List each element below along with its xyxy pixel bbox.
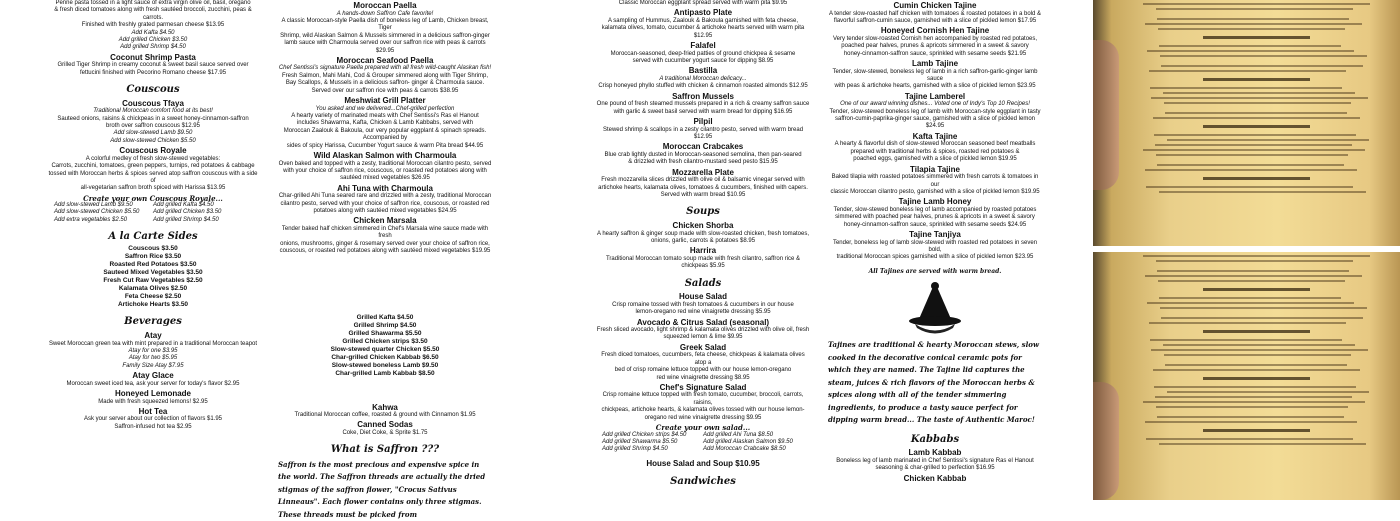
menu-item-name: Kahwa <box>372 402 398 412</box>
menu-item-name: Greek Salad <box>679 342 727 352</box>
menu-item-name: Ahi Tuna with Charmoula <box>337 183 433 193</box>
menu-item-description: honey-cinnamon-saffron sauce, sprinkled with sesame seeds $21.95 <box>843 50 1027 57</box>
blurred-text-line <box>1147 302 1354 304</box>
blurred-text-line <box>1203 78 1310 81</box>
blurred-text-line <box>1150 87 1342 89</box>
menu-photo-top <box>1093 0 1400 246</box>
side-item: Grilled Kafta $4.50 <box>356 313 414 321</box>
blurred-text-line <box>1157 416 1344 418</box>
menu-item-description: You asked and we delivered...Chef-grilled perfection <box>315 105 455 112</box>
kabbabs-heading: Kabbabs <box>910 433 960 445</box>
menu-item-description: Fresh sliced avocado, light shrimp & kalamata olives drizzled with olive oil, fresh <box>596 327 810 334</box>
add-on-item: Add grilled Shrimp $4.50 <box>153 216 219 223</box>
menu-item-description: Atay for two $5.95 <box>128 355 178 362</box>
menu-item-description: Finished with freshly grated parmesan cheese $13.95 <box>81 22 225 29</box>
menu-item-name: Couscous Royale <box>119 146 187 156</box>
soups-section <box>596 221 810 271</box>
top-items <box>48 0 258 77</box>
menu-item-description: poached eggs, garnished with a slice of pickled lemon $19.95 <box>853 156 1017 163</box>
menu-item-name: Avocado & Citrus Salad (seasonal) <box>636 317 770 327</box>
blurred-text-line <box>1159 191 1366 193</box>
blurred-text-line <box>1203 125 1310 128</box>
menu-item-description: Char-grilled Ahi Tuna seared rare and drizzled with a zesty, traditional Moroccan <box>278 193 492 200</box>
side-item: Artichoke Hearts $3.50 <box>117 301 189 309</box>
blurred-text-line <box>1159 443 1366 445</box>
add-on-item: Add extra vegetables $2.50 <box>54 216 128 223</box>
appetizers-section <box>596 0 810 199</box>
salads-heading: Salads <box>684 277 722 289</box>
a-la-carte-heading: A la Carte Sides <box>108 230 198 242</box>
menu-item-description: all-vegetarian saffron broth spiced with Harissa $13.95 <box>80 185 226 192</box>
menu-item-description: sides of spicy Harissa, Cucumber Yogurt sauce & warm Pita bread $44.95 <box>286 142 484 149</box>
menu-item-name: Honeyed Cornish Hen Tajine <box>880 26 990 36</box>
menu-item-description: Crisp honeyed phyllo stuffed with chicken & cinnamon roasted almonds $12.95 <box>598 83 808 90</box>
menu-item-description: fettucini finished with Pecorino Romano cheese $17.95 <box>79 69 227 76</box>
blurred-text-line <box>1156 154 1348 156</box>
menu-item-description: classic Moroccan cilantro pesto, garnished with a slice of pickled lemon $19.95 <box>830 188 1040 195</box>
blurred-text-line <box>1150 339 1342 341</box>
add-on-item: Add grilled Chicken strips $4.50 <box>602 431 687 438</box>
menu-item-name: Honeyed Lemonade <box>114 389 191 399</box>
blurred-text-line <box>1161 65 1363 67</box>
menu-item-description: artichoke hearts, kalamata olives, tomatoes & cucumbers, finished with capers. <box>598 184 808 191</box>
side-item: Slow-stewed boneless Lamb $9.50 <box>331 361 439 369</box>
add-on-item: Add grilled Shrimp $4.50 <box>602 445 668 452</box>
side-item: Char-grilled Chicken Kabbab $6.50 <box>331 353 439 361</box>
menu-item-description: Saffron-infused hot tea $2.95 <box>114 423 192 430</box>
menu-item-description: couscous, or roasted red potatoes along with sautéed mixed vegetables $19.95 <box>279 248 491 255</box>
menu-item-description: prepared with traditional herbs & spices, roasted red potatoes & <box>850 148 1020 155</box>
couscous-add-ons <box>48 202 258 224</box>
menu-item-description: seasoning & char-grilled to perfection $16.95 <box>875 465 995 472</box>
saffron-heading: What is Saffron ??? <box>330 444 440 456</box>
blurred-text-line <box>1157 270 1349 272</box>
menu-item-description: includes Shawarma, Kafta, Chicken & Lamb Kabbabs, served with <box>296 120 474 127</box>
menu-item-description: A tender slow-roasted half chicken with tomatoes & roasted potatoes in a bold & <box>828 10 1042 17</box>
beverages-heading: Beverages <box>124 316 182 328</box>
menu-item-description: Baked tilapia with roasted potatoes simmered with fresh carrots & tomatoes in our <box>831 174 1039 188</box>
add-on-item: Add grilled Ahi Tuna $8.50 <box>703 431 774 438</box>
menu-item-description: A hands-down Saffron Cafe favorite! <box>336 10 434 17</box>
menu-item-description: Made with fresh squeezed lemons! $2.95 <box>98 398 208 405</box>
menu-item-description: Carrots, zucchini, tomatoes, green peppers, turnips, red potatoes & cabbage <box>51 163 255 170</box>
menu-item-name: Moroccan Paella <box>353 1 417 10</box>
menu-item-description: Classic Moroccan eggplant spread served with warm pita $9.95 <box>618 0 788 6</box>
menu-item-description: & drizzled with fresh cilantro-mustard seed pesto $15.95 <box>628 159 778 166</box>
menu-item-description: Add slow-stewed Lamb $9.50 <box>113 130 193 137</box>
menu-item-name: Coconut Shrimp Pasta <box>110 52 196 62</box>
sandwiches-heading: Sandwiches <box>670 475 736 487</box>
blurred-text-line <box>1159 45 1341 47</box>
menu-item-name: Atay <box>144 331 162 341</box>
menu-item-name: Harrira <box>689 246 717 256</box>
menu-item-name: Moroccan Crabcakes <box>662 142 744 152</box>
blurred-text-line <box>1151 97 1368 99</box>
menu-item-name: Lamb Tajine <box>911 59 959 69</box>
blurred-text-line <box>1143 149 1365 151</box>
side-item: Char-grilled Lamb Kabbab $8.50 <box>335 369 435 377</box>
menu-item-name: Chicken Shorba <box>672 221 734 230</box>
menu-item-description: Coke, Diet Coke, & Sprite $1.75 <box>342 429 428 436</box>
menu-item-description: Penne pasta tossed in a light sauce of extra virgin olive oil, basil, oregano <box>55 0 251 6</box>
menu-item-description: Tender, slow-stewed boneless leg of lamb accompanied by roasted potatoes <box>833 206 1037 213</box>
menu-item-description: One of our award winning dishes... Voted one of Indy's Top 10 Recipes! <box>840 101 1030 108</box>
side-item: Kalamata Olives $2.50 <box>118 285 188 293</box>
blurred-text-line <box>1203 36 1310 39</box>
menu-item-description: bed of crisp romaine lettuce topped with our house lemon-oregano <box>614 367 792 374</box>
blurred-text-line <box>1156 406 1348 408</box>
menu-item-name: Antipasto Plate <box>673 8 733 18</box>
tajines-section <box>828 1 1042 262</box>
side-item: Grilled Chicken strips $3.50 <box>342 337 428 345</box>
menu-item-name: Lamb Kabbab <box>908 448 962 458</box>
menu-item-description: A hearty variety of marinated meats with Chef Sentissi's Ras el Hanout <box>291 112 479 119</box>
blurred-text-line <box>1167 391 1369 393</box>
menu-column-3 <box>596 0 810 500</box>
menu-item-description: served with cucumber yogurt sauce for dipping $8.95 <box>632 58 774 65</box>
side-item: Couscous $3.50 <box>128 245 178 253</box>
blurred-text-line <box>1143 401 1365 403</box>
blurred-text-line <box>1161 317 1363 319</box>
menu-photo-bottom <box>1093 252 1400 500</box>
blurred-text-line <box>1156 260 1353 262</box>
menu-item-description: cilantro pesto, served with your choice of saffron rice, couscous, or roasted red <box>280 200 490 207</box>
blurred-text-line <box>1203 429 1310 432</box>
menu-item-description: lamb sauce with Charmoula served over our saffron rice with peas & carrots $29.95 <box>284 40 486 54</box>
blurred-text-line <box>1160 55 1367 57</box>
menu-item-name: Cumin Chicken Tajine <box>893 1 977 10</box>
menu-item-description: Tender, slow-stewed, boneless leg of lamb in a rich saffron-garlic-ginger lamb sauce <box>832 68 1038 82</box>
menu-item-description: Moroccan sweet iced tea, ask your server for today's flavor $2.95 <box>66 380 240 387</box>
menu-item-description: Sauteed onions, raisins & chickpeas in a sweet honey-cinnamon-saffron <box>57 115 249 122</box>
menu-item-description: A sampling of Hummus, Zaalouk & Bakoula garnished with feta cheese, <box>607 17 799 24</box>
blurred-text-line <box>1151 349 1368 351</box>
blurred-text-line <box>1154 386 1356 388</box>
blurred-text-line <box>1146 186 1353 188</box>
menu-item-description: flavorful saffron-cumin sauce, garnished with a slice of pickled lemon $17.95 <box>833 17 1037 24</box>
menu-item-name: Tajine Tanjiya <box>909 230 961 240</box>
menu-item-description: Add grilled Shrimp $4.50 <box>120 44 186 51</box>
menu-item-name: Tajine Lamberel <box>904 91 966 101</box>
menu-item-description: Chef Sentissi's signature Paella prepared with all fresh wild-caught Alaskan fish! <box>278 65 492 72</box>
menu-item-description: Tender baked half chicken simmered in Chef's Marsala wine sauce made with fresh <box>281 225 489 240</box>
menu-item-description: tossed with Moroccan herbs & spices served atop saffron couscous with a side of <box>48 170 258 184</box>
menu-item-description: with peas & artichoke hearts, garnished with a slice of pickled lemon $23.95 <box>834 83 1036 90</box>
menu-item-description: Fresh Salmon, Mahi Mahi, Cod & Grouper simmered along with Tiger Shrimp, <box>281 72 489 79</box>
add-on-item: Add Moroccan Crabcake $8.50 <box>703 445 786 452</box>
menu-item-description: onions, garlic, carrots & potatoes $8.95 <box>650 237 756 244</box>
blurred-text-line <box>1167 139 1369 141</box>
blurred-text-line <box>1159 297 1341 299</box>
menu-item-name: Couscous Tfaya <box>122 98 184 108</box>
beverages-section-2 <box>278 403 492 438</box>
menu-item-description: Tender, slow-stewed boneless leg of lamb with Moroccan-style eggplant in tasty <box>829 108 1041 115</box>
blurred-text-line <box>1146 438 1353 440</box>
menu-item-description: Traditional Moroccan coffee, roasted & ground with Cinnamon $1.95 <box>294 412 476 419</box>
menu-item-name: Kafta Tajine <box>912 131 958 141</box>
side-item: Feta Cheese $2.50 <box>124 293 182 301</box>
blurred-text-line <box>1158 28 1345 30</box>
menu-item-name: House Salad <box>678 292 727 302</box>
menu-item-name: Mozzarella Plate <box>672 167 734 177</box>
menu-item-description: Crisp romaine lettuce topped with fresh tomato, cucumber, broccoli, carrots, raisins, <box>602 392 804 406</box>
menu-item-name: Chef's Signature Salad <box>659 382 747 392</box>
side-item: Slow-stewed quarter Chicken $5.50 <box>330 345 440 353</box>
beverages-section <box>48 331 258 431</box>
sides-list-2 <box>278 314 492 378</box>
blurred-text-line <box>1155 144 1352 146</box>
menu-column-4 <box>828 0 1042 500</box>
blurred-text-line <box>1143 3 1370 5</box>
menu-item-description: Traditional Moroccan comfort food at its best! <box>93 108 213 115</box>
salad-add-ons <box>596 432 810 454</box>
blurred-text-line <box>1154 134 1356 136</box>
create-your-own-label: Create your own Couscous Royale... <box>83 193 223 203</box>
blurred-text-line <box>1149 70 1346 72</box>
menu-item-description: with your choice of saffron rice, couscous, or roasted red potatoes along with <box>283 167 487 174</box>
side-item: Grilled Shawarma $5.50 <box>348 329 422 337</box>
menu-item-name: Falafel <box>690 41 716 51</box>
menu-item-name: Pilpil <box>693 117 713 127</box>
side-item: Sauteed Mixed Vegetables $3.50 <box>103 269 203 277</box>
menu-item-description: Ask your server about our collection of flavors $1.95 <box>83 416 223 423</box>
menu-item-description: saffron-cumin-paprika-ginger sauce, garnished with a slice of pickled lemon $24.95 <box>835 116 1035 130</box>
couscous-heading: Couscous <box>126 84 180 96</box>
menu-item-description: sautéed mixed vegetables $26.95 <box>340 175 430 182</box>
menu-item-description: with garlic & sweet basil served with warm bread for dipping $16.95 <box>613 108 793 115</box>
sides-list <box>48 245 258 309</box>
tajine-pot-icon <box>903 281 967 335</box>
blurred-text-line <box>1203 330 1310 333</box>
menu-item-description: squeezed lemon & lime $9.95 <box>663 334 743 341</box>
menu-item-description: traditional Moroccan spices garnished with a slice of pickled lemon $23.95 <box>836 254 1034 261</box>
couscous-section <box>48 99 258 202</box>
salads-section <box>596 292 810 431</box>
saffron-text: Saffron is the most precious and expensive spice in the world. The Saffron threads are actually the dried stigmas of the saffron flower, "Crocus Sativus Linneaus". Each flower contains only three stigmas. These threads must be picked from <box>278 459 486 519</box>
blurred-text-line <box>1203 177 1310 180</box>
menu-item-description: broth over saffron couscous $12.95 <box>106 123 200 130</box>
blurred-text-line <box>1156 8 1353 10</box>
menu-item-description: onions, mushrooms, ginger & rosemary served over your choice of saffron rice, <box>280 240 490 247</box>
add-on-item: Add grilled Alaskan Salmon $9.50 <box>703 438 793 445</box>
menu-item-name: Atay Glace <box>132 371 174 381</box>
menu-item-description: Very tender slow-roasted Cornish hen accompanied by roasted red potatoes, <box>832 35 1038 42</box>
menu-item-description: A colorful medley of fresh slow-stewed vegetables: <box>85 155 221 162</box>
menu-item-name: Hot Tea <box>138 406 168 416</box>
menu-item-name: Saffron Mussels <box>672 91 734 101</box>
menu-item-description: Stewed shrimp & scallops in a zesty cilantro pesto, served with warm bread $12.95 <box>602 126 804 140</box>
blurred-text-line <box>1158 280 1345 282</box>
menu-item-description: A classic Moroccan-style Paella dish of boneless leg of Lamb, Chicken breast, Tiger <box>281 17 489 32</box>
blurred-text-line <box>1149 322 1346 324</box>
menu-item-name: Tilapia Tajine <box>910 164 960 174</box>
tajine-description: Tajines are traditional & hearty Moroccan stews, slow cooked in the decorative conical ceramic pots for which they are named. The Tajine lid captures the steam, juices & rich flavors of the Moroccan herbs & spices along with all of the tender simmering ingredients, to produce a tasty sauce perfect for dipping warm bread... The taste of Authentic Maroc! <box>828 340 1039 425</box>
menu-item-description: Add Kafta $4.50 <box>131 29 175 36</box>
blurred-text-line <box>1203 288 1310 291</box>
menu-item-name: Tajine Lamb Honey <box>898 197 972 207</box>
add-on-item: Add grilled Chicken $3.50 <box>153 209 222 216</box>
add-on-item: Add grilled Kafta $4.50 <box>153 202 214 209</box>
menu-item-description: A hearty & flavorful dish of slow-stewed Moroccan seasoned beef meatballs <box>834 141 1036 148</box>
menu-item-description: chickpeas, artichoke hearts, & kalamata olives tossed with our house lemon- <box>601 407 805 414</box>
entrees-section <box>278 1 492 256</box>
blurred-text-line <box>1145 23 1362 25</box>
blurred-text-line <box>1157 164 1344 166</box>
menu-item-description: red wine vinaigrette dressing $8.95 <box>656 374 750 381</box>
blurred-text-line <box>1153 369 1360 371</box>
blurred-text-line <box>1153 117 1360 119</box>
blurred-text-line <box>1143 255 1370 257</box>
menu-item-description: Served over our saffron rice with peas & carrots $38.95 <box>311 87 459 94</box>
menu-item-description: & fresh diced tomatoes along with fresh sautéed broccoli, zucchini, peas & carrots. <box>54 7 252 21</box>
menu-item-name: Bastilla <box>688 66 718 76</box>
side-item: Roasted Red Potatoes $3.50 <box>109 261 197 269</box>
menu-item-description: Grilled Tiger Shrimp in creamy coconut & sweet basil sauce served over <box>57 62 249 69</box>
blurred-text-line <box>1155 396 1352 398</box>
menu-column-1 <box>48 0 258 500</box>
blurred-text-line <box>1145 275 1362 277</box>
menu-item-description: lemon-oregano red wine vinaigrette dressing $5.95 <box>635 309 771 316</box>
menu-item-description: Atay for one $3.95 <box>128 347 178 354</box>
menu-item-description: simmered with poached pear halves, prunes & apricots in a sweet & savory <box>835 214 1035 221</box>
blurred-text-line <box>1163 344 1355 346</box>
menu-item-description: Add slow-stewed Chicken $5.50 <box>110 137 196 144</box>
add-on-item: Add slow-stewed Chicken $5.50 <box>54 209 140 216</box>
menu-item-description: Shrimp, wild Alaskan Salmon & Mussels simmered in a delicious saffron-ginger <box>280 32 490 39</box>
menu-item-description: One pound of fresh steamed mussels prepared in a rich & creamy saffron sauce <box>596 101 810 108</box>
blurred-text-line <box>1163 92 1355 94</box>
blurred-text-line <box>1145 169 1357 171</box>
blurred-text-line <box>1147 50 1354 52</box>
menu-item-description: Traditional Moroccan tomato soup made with fresh cilantro, saffron rice & chickpeas $5.95 <box>605 255 801 270</box>
add-on-item: Add grilled Shawarma $5.50 <box>602 438 678 445</box>
tajine-note: All Tajines are served with warm bread. <box>868 267 1002 275</box>
menu-item-description: Bay Scallops, & Mussels in a delicious saffron- ginger & Charmoula sauce. <box>285 80 485 87</box>
menu-item-description: Sweet Moroccan green tea with mint prepared in a traditional Moroccan teapot <box>48 340 258 347</box>
menu-item-description: A hearty saffron & ginger soup made with slow-roasted chicken, fresh tomatoes, <box>597 230 809 237</box>
soups-heading: Soups <box>686 206 720 218</box>
hand-thumb <box>1093 382 1119 500</box>
menu-item-description: Moroccan Zaalouk & Bakoula, our very popular eggplant & spinach spreads. Accompanied by <box>283 127 487 142</box>
menu-item-description: Blue crab lightly dusted in Moroccan-seasoned semolina, then pan-seared <box>604 151 802 158</box>
add-on-item: Add slow-stewed Lamb $9.50 <box>54 202 133 209</box>
menu-item-name: Moroccan Seafood Paella <box>336 55 434 65</box>
blurred-text-line <box>1157 18 1349 20</box>
menu-column-2 <box>278 0 492 519</box>
menu-item-description: honey-cinnamon-saffron sauce, sprinkled with sesame seeds $24.95 <box>843 221 1027 228</box>
blurred-text-line <box>1164 354 1351 356</box>
menu-item-description: Add grilled Chicken $3.50 <box>118 37 188 44</box>
blurred-text-line <box>1165 112 1347 114</box>
menu-item-description: Crisp romaine tossed with fresh tomatoes & cucumbers in our house <box>612 301 794 308</box>
menu-item-name: Wild Alaskan Salmon with Charmoula <box>313 151 457 160</box>
house-salad-soup: House Salad and Soup $10.95 <box>646 459 760 469</box>
menu-item-description: Family Size Atay $7.95 <box>122 362 184 369</box>
menu-item-name: Meshwiat Grill Platter <box>344 96 426 106</box>
menu-item-name: Canned Sodas <box>357 420 413 430</box>
kabbabs-section <box>828 448 1042 483</box>
menu-item-description: Oven baked and topped with a zesty, traditional Moroccan cilantro pesto, served <box>278 160 492 167</box>
menu-item-description: Fresh diced tomatoes, cucumbers, feta cheese, chickpeas & kalamata olives atop a <box>601 352 805 366</box>
side-item: Grilled Shrimp $4.50 <box>353 321 417 329</box>
side-item: Fresh Cut Raw Vegetables $2.50 <box>103 277 203 285</box>
menu-item-description: Served with warm bread $10.95 <box>660 192 746 198</box>
menu-item-description: kalamata olives, tomato, cucumber & artichoke hearts served with warm pita $12.95 <box>601 25 805 39</box>
blurred-text-line <box>1203 377 1310 380</box>
side-item: Saffron Rice $3.50 <box>124 253 182 261</box>
menu-item-description: oregano red wine vinaigrette dressing $9.95 <box>644 414 762 421</box>
blurred-text-line <box>1165 364 1347 366</box>
menu-item-description: A traditional Moroccan delicacy... <box>659 75 747 82</box>
menu-item-description: Fresh mozzarella slices drizzled with olive oil & balsamic vinegar served with <box>601 177 805 184</box>
menu-item-description: Moroccan-seasoned, deep-fried patties of ground chickpea & sesame <box>610 50 796 57</box>
menu-item-description: poached pear halves, prunes & apricots simmered in a sweet & savory <box>841 43 1029 50</box>
blurred-text-line <box>1164 102 1351 104</box>
blurred-text-line <box>1145 421 1357 423</box>
blurred-text-line <box>1160 307 1367 309</box>
create-your-own-label: Create your own salad... <box>655 423 751 433</box>
menu-item-description: potatoes along with sautéed mixed vegetables $24.95 <box>313 208 457 215</box>
menu-item-description: Boneless leg of lamb marinated in Chef Sentissi's signature Ras el Hanout <box>836 457 1034 464</box>
menu-item-name: Chicken Marsala <box>353 216 417 226</box>
menu-item-name: Chicken Kabbab <box>903 473 967 483</box>
menu-item-description: Tender, boneless leg of lamb slow-stewed with roasted red potatoes in seven bold, <box>832 239 1038 253</box>
hand-thumb <box>1093 40 1119 190</box>
